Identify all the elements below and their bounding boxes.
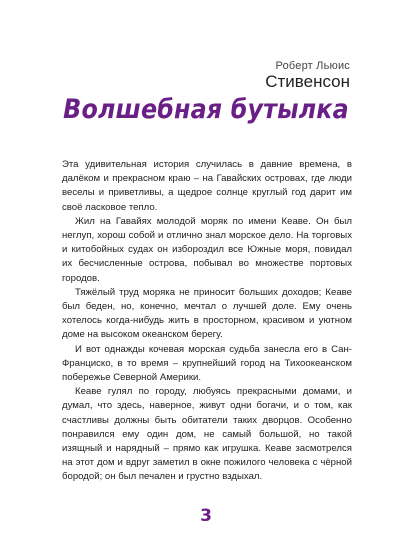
story-title: Волшебная бутылка: [63, 94, 349, 125]
paragraph-3: Тяжёлый труд моряка не приносит больших доходов; Кеаве был беден, но, конечно, мечтал о лучшей доле. Ему очень хотелось когда-нибудь жить в просторном, красивом и уютном доме на высоком океанском берегу.: [62, 286, 352, 341]
paragraph-1: Эта удивительная история случилась в давние времена, в далёком и прекрасном краю – на Гавайских островах, где люди веселы и приветливы, а щедрое солнце круглый год дарит им своё ласковое тепло.: [62, 159, 352, 213]
author-first-name: Роберт Льюис: [275, 60, 350, 72]
paragraph-2: Жил на Гавайях молодой моряк по имени Кеаве. Он был неглуп, хорош собой и отлично знал морское дело. На торговых и китобойных судах он избороздил все Южные моря, повидал их бесчисленные острова, побывал во множестве портовых городов.: [62, 215, 352, 284]
paragraph-4: И вот однажды кочевая морская судьба занесла его в Сан-Франциско, в то время – крупнейший город на Тихоокеанском побережье Северной Америки.: [62, 343, 352, 384]
paragraph-5: Кеаве гулял по городу, любуясь прекрасными домами, и думал, что здесь, наверное, живут одни богачи, и о том, как счастливы должны быть обитатели таких дворцов. Особенно понравился ему один дом, не самый большой, но такой изящный и нарядный – прямо как игрушка. Кеаве засмотрелся на этот дом и вдруг заметил в окне пожилого человека с чёрной бородой; он был печален и грустно вздыхал.: [62, 386, 352, 483]
page-number: 3: [200, 506, 212, 526]
author-last-name: Стивенсон: [265, 72, 350, 91]
story-body: [62, 158, 352, 485]
